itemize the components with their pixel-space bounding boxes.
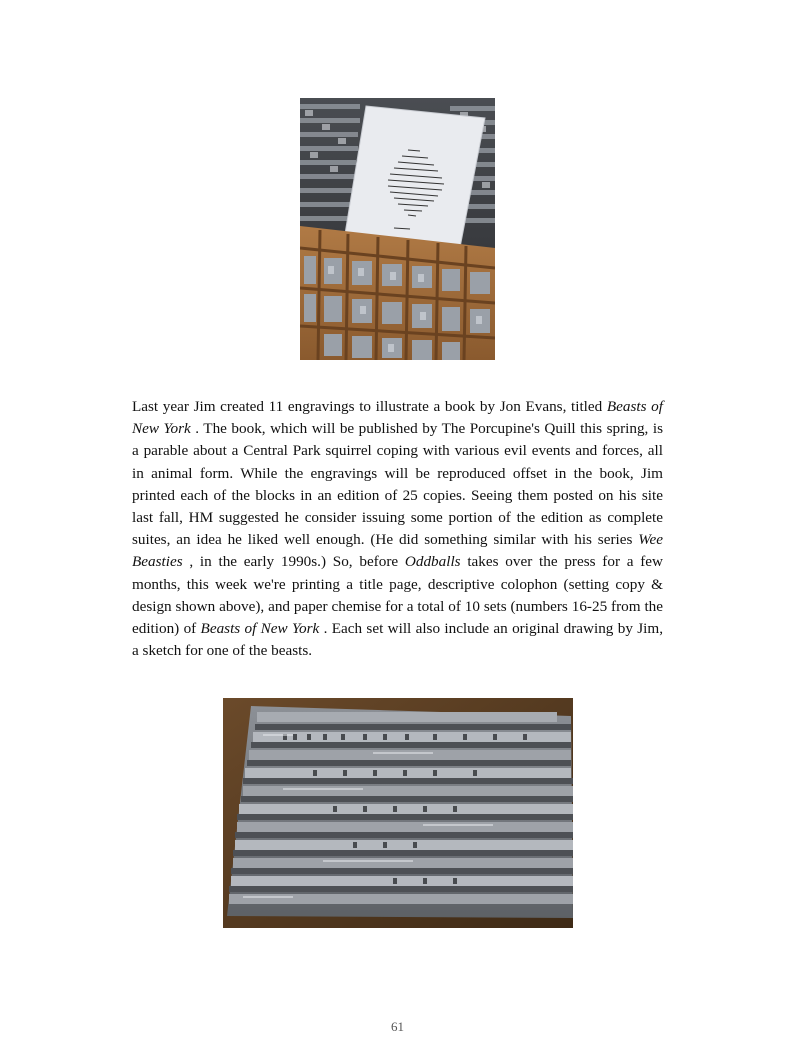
type-case-photo [300, 98, 495, 360]
article-paragraph [132, 396, 663, 662]
series-title-italic: Wee Beasties [132, 531, 663, 571]
oddballs-title-italic: Oddballs [404, 553, 461, 571]
bottom-photo [223, 698, 573, 928]
top-photo [300, 98, 495, 360]
text-segment-4: takes over the press for a few months, this week we're printing a title page, descriptive colophon (setting copy & design shown above), and paper chemise for a total of 10 sets (numbers 16-25 from the edition) of [132, 553, 663, 638]
page-number: 61 [391, 1019, 404, 1034]
text-segment-1: Last year Jim created 11 engravings to illustrate a book by Jon Evans, titled [132, 398, 607, 415]
text-segment-2: . The book, which will be published by The Porcupine's Quill this spring, is a parable about a Central Park squirrel coping with various evil events and forces, all in animal form. While the engravings will be reproduced offset in the book, Jim printed each of the blocks in an edition of 25 copies. Seeing them posted on his site last fall, HM suggested he consider issuing some portion of the edition as complete suites, an idea he liked well enough. (He did something similar with his series [132, 420, 663, 549]
book-title-italic: Beasts of New York [132, 398, 663, 438]
locked-type-photo [223, 698, 573, 928]
book-title-italic-2: Beasts of New York [200, 620, 320, 638]
text-segment-5: . Each set will also include an original drawing by Jim, a sketch for one of the beasts. [132, 620, 663, 660]
text-segment-3: , in the early 1990s.) So, before [182, 553, 405, 571]
